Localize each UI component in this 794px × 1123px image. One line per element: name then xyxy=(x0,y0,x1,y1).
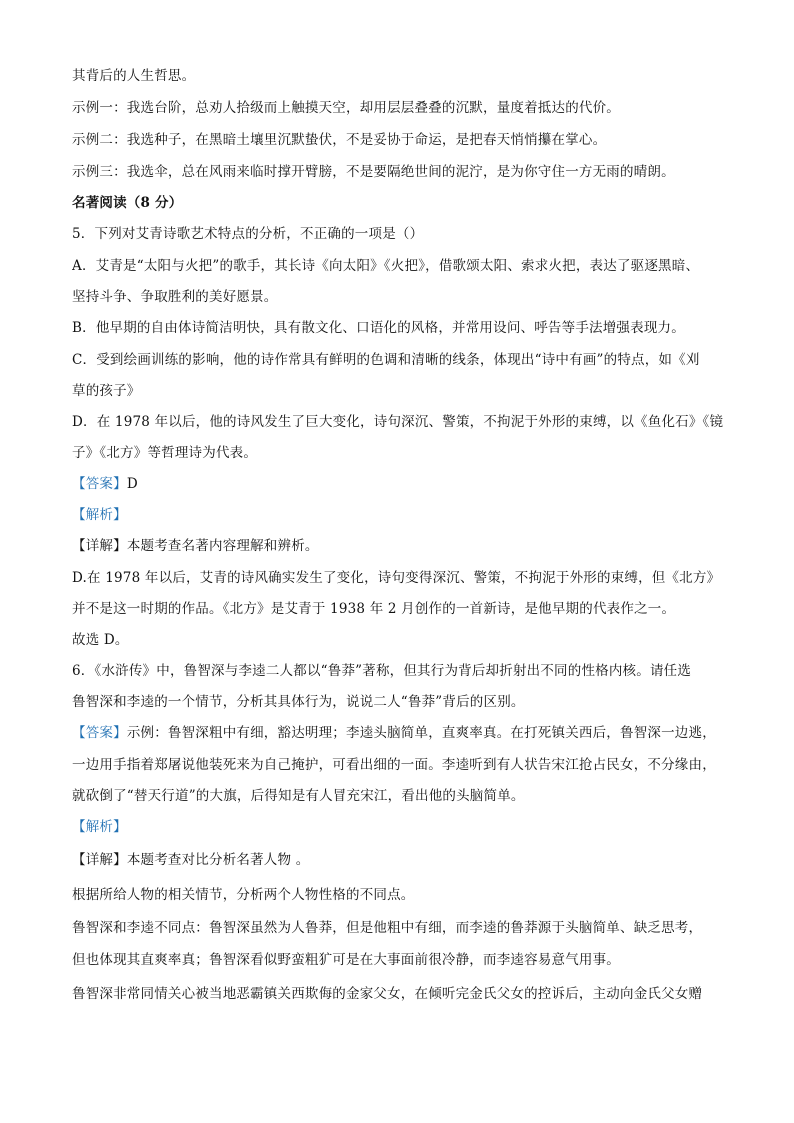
answer-line xyxy=(72,723,732,743)
analysis-line xyxy=(72,817,732,837)
text-line: 示例一：我选台阶，总劝人拾级而上触摸天空，却用层层叠叠的沉默，量度着抵达的代价。 xyxy=(72,100,620,116)
text-line: 示例二：我选种子，在黑暗土壤里沉默蛰伏，不是妥协于命运，是把春天悄悄攥在掌心。 xyxy=(72,132,607,148)
analysis-tag: 【解析】 xyxy=(72,819,127,835)
detail-tag: 【详解】 xyxy=(72,538,127,554)
answer-line xyxy=(72,474,732,494)
text-line: 故选 D。 xyxy=(72,632,129,648)
answer-text: 示例：鲁智深粗中有细，豁达明理；李逵头脑简单，直爽率真。在打死镇关西后，鲁智深一边逃， xyxy=(126,725,716,741)
detail-tag: 【详解】 xyxy=(72,852,127,868)
text-line: 一边用手指着郑屠说他装死来为自己掩护，可看出细的一面。李逵听到有人状告宋江抢占民女，不分缘由， xyxy=(72,757,716,773)
text-line: 就砍倒了“替天行道”的大旗，后得知是有人冒充宋江，看出他的头脑简单。 xyxy=(72,788,525,804)
text-line: 但也体现其直爽率真；鲁智深看似野蛮粗犷可是在大事面前很冷静，而李逵容易意气用事。 xyxy=(72,952,620,968)
option-d: D．在 1978 年以后，他的诗风发生了巨大变化，诗句深沉、警策，不拘泥于外形的束缚，以《鱼化石》《镜 xyxy=(72,414,724,430)
detail-line xyxy=(72,850,732,870)
text-line: 并不是这一时期的作品。《北方》是艾青于 1938 年 2 月创作的一首新诗，是他早期的代表作之一。 xyxy=(72,601,676,617)
text-line: 鲁智深和李逵不同点：鲁智深虽然为人鲁莽，但是他粗中有细，而李逵的鲁莽源于头脑简单、缺乏思考， xyxy=(72,920,703,936)
option-d-cont: 子》《北方》等哲理诗为代表。 xyxy=(72,445,258,461)
question-5: 5．下列对艾青诗歌艺术特点的分析，不正确的一项是（） xyxy=(72,226,424,242)
analysis-line xyxy=(72,505,732,525)
option-c-cont: 草的孩子》 xyxy=(72,383,141,399)
option-a-cont: 坚持斗争、争取胜利的美好愿景。 xyxy=(72,289,278,305)
question-6-cont: 鲁智深和李逵的一个情节，分析其具体行为，说说二人“鲁莽”背后的区别。 xyxy=(72,694,525,710)
answer-tag: 【答案】 xyxy=(72,476,127,492)
text-line: 根据所给人物的相关情节，分析两个人物性格的不同点。 xyxy=(72,887,415,903)
answer-tag: 【答案】 xyxy=(72,725,127,741)
text-line: D.在 1978 年以后，艾青的诗风确实发生了变化，诗句变得深沉、警策，不拘泥于外形的束缚，但《北方》 xyxy=(72,570,721,586)
section-heading: 名著阅读（8 分） xyxy=(72,195,183,211)
analysis-tag: 【解析】 xyxy=(72,507,127,523)
option-c: C．受到绘画训练的影响，他的诗作常具有鲜明的色调和清晰的线条，体现出“诗中有画”的特点，如《刈 xyxy=(72,352,700,368)
option-a: A．艾青是“太阳与火把”的歌手，其长诗《向太阳》《火把》，借歌颂太阳、索求火把，表达了驱逐黑暗、 xyxy=(72,258,700,274)
question-6: 6．《水浒传》中，鲁智深与李逵二人都以“鲁莽”著称，但其行为背后却折射出不同的性格内核。请任选 xyxy=(72,663,692,679)
detail-text: 本题考查对比分析名著人物 。 xyxy=(126,852,310,868)
text-line: 鲁智深非常同情关心被当地恶霸镇关西欺侮的金家父女，在倾听完金氏父女的控诉后，主动向金氏父女赠 xyxy=(72,986,703,1002)
answer-value: D xyxy=(126,476,138,492)
text-line: 示例三：我选伞，总在风雨来临时撑开臂膀，不是要隔绝世间的泥泞，是为你守住一方无雨的晴朗。 xyxy=(72,164,675,180)
detail-text: 本题考查名著内容理解和辨析。 xyxy=(126,538,319,554)
detail-line xyxy=(72,536,732,556)
text-line: 其背后的人生哲思。 xyxy=(72,68,196,84)
option-b: B．他早期的自由体诗简洁明快，具有散文化、口语化的风格，并常用设问、呼告等手法增强表现力。 xyxy=(72,320,685,336)
